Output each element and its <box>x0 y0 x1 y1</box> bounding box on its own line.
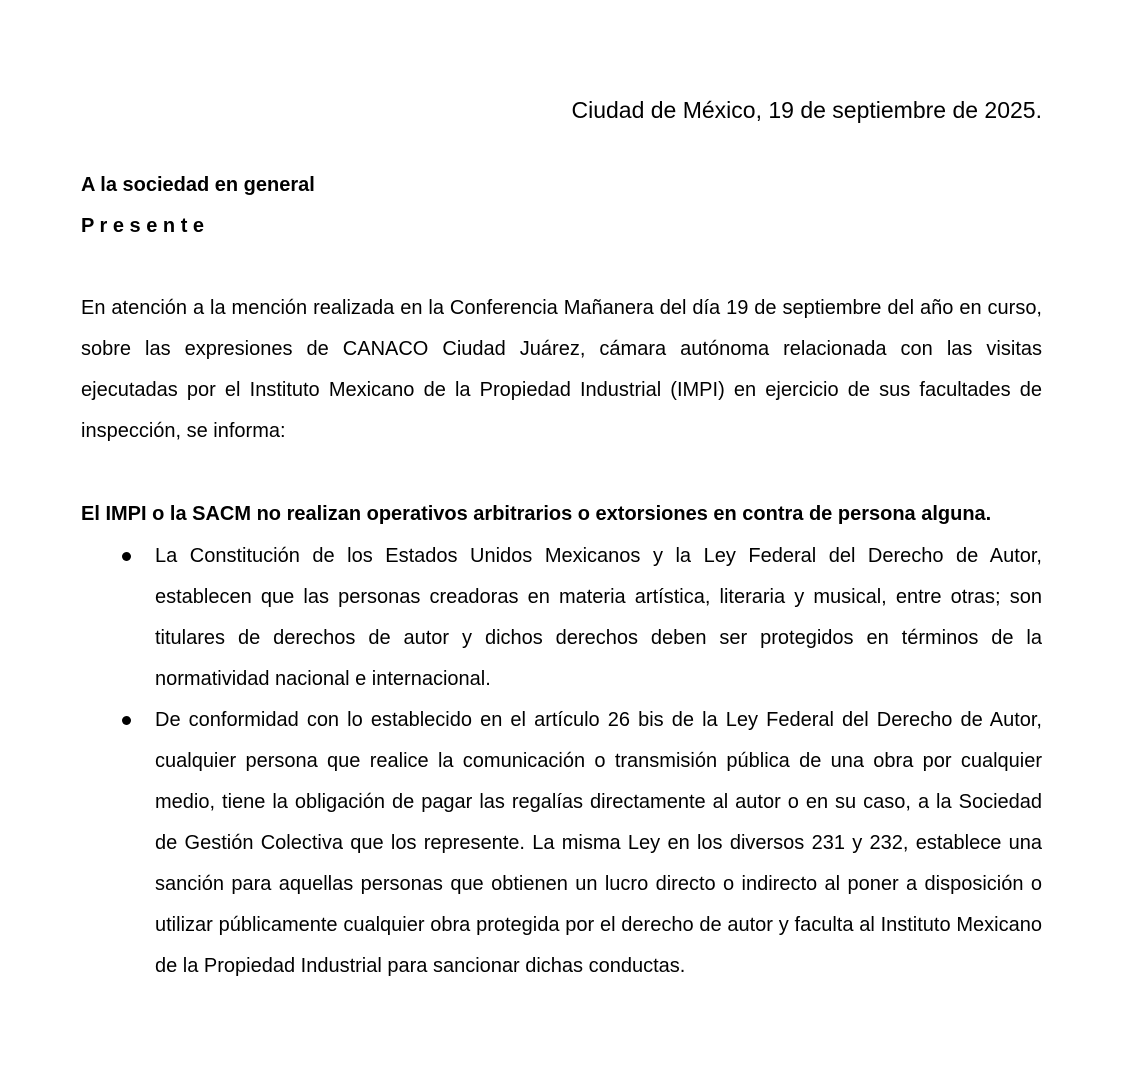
bullet-text-article-26-bis: De conformidad con lo establecido en el artículo 26 bis de la Ley Federal del Derecho de Autor, cualquier persona que realice la comunicación o transmisión pública de una obra por cualquier medio, tiene la obligación de pagar las regalías directamente al autor o en su caso, a la Sociedad de Gestión Colectiva que los represente. La misma Ley en los diversos 231 y 232, establece una sanción para aquellas personas que obtienen un lucro directo o indirecto al poner a disposición o utilizar públicamente cualquier obra protegida por el derecho de autor y faculta al Instituto Mexicano de la Propiedad Industrial para sancionar dichas conductas. <box>155 709 1042 977</box>
recipient-line-presente: P r e s e n t e <box>81 215 205 237</box>
intro-paragraph: En atención a la mención realizada en la Conferencia Mañanera del día 19 de septiembre del año en curso, sobre las expresiones de CANACO Ciudad Juárez, cámara autónoma relacionada con las visitas ejecutadas por el Instituto Mexicano de la Propiedad Industrial (IMPI) en ejercicio de sus facultades de inspección, se informa: <box>81 297 1042 442</box>
statement-heading: El IMPI o la SACM no realizan operativos arbitrarios o extorsiones en contra de persona alguna. <box>81 503 992 525</box>
recipient-block <box>81 165 1042 247</box>
bullet-icon <box>122 552 131 561</box>
recipient-line-society: A la sociedad en general <box>81 174 315 196</box>
dateline: Ciudad de México, 19 de septiembre de 2025. <box>571 97 1042 123</box>
bullet-icon <box>122 716 131 725</box>
bullet-text-constitution: La Constitución de los Estados Unidos Mexicanos y la Ley Federal del Derecho de Autor, establecen que las personas creadoras en materia artística, literaria y musical, entre otras; son titulares de derechos de autor y dichos derechos deben ser protegidos en términos de la normatividad nacional e internacional. <box>155 545 1042 690</box>
bullet-list <box>81 536 1042 987</box>
list-item <box>81 536 1042 700</box>
list-item <box>81 700 1042 987</box>
